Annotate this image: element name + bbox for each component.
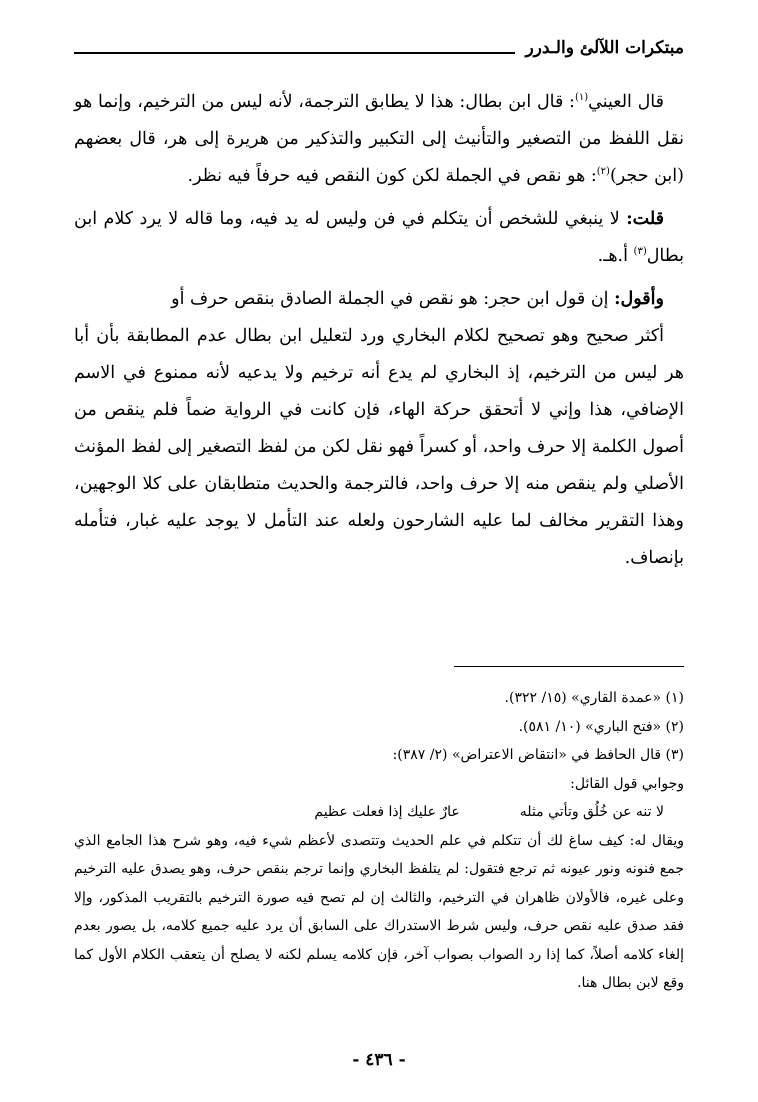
page-number: - ٤٣٦ - <box>352 1050 406 1070</box>
book-title: مبتكرات اللآلئ والـدرر <box>525 38 684 58</box>
verse-first-hemistich: لا تنه عن خُلُق وتأتي مثله <box>519 804 664 820</box>
header-rule <box>74 52 515 54</box>
footnote-ref-3[interactable]: (٣) <box>633 246 647 258</box>
footnote-2: (٢) «فتح الباري» (١٠/ ٥٨١). <box>518 718 684 735</box>
text-span: : قال ابن بطال: هذا لا يطابق الترجمة، لأنه ليس من الترخيم، وإنما هو نقل اللفظ من التصغير والتأنيث إلى التكبير والتذكير من هريرة إلى هر، قال بعضهم (ابن حجر) <box>74 92 684 186</box>
paragraph-3 <box>74 281 684 318</box>
footnote-ref-2[interactable]: (٢) <box>596 166 610 178</box>
footnote-3-line-2: وجوابي قول القائل: <box>570 775 684 792</box>
running-header <box>74 30 684 60</box>
text-span: لا ينبغي للشخص أن يتكلم في فن وليس له يد فيه، وما قاله لا يرد كلام ابن بطال <box>74 209 684 266</box>
text-span: : هو نقص في الجملة لكن كون النقص فيه حرفاً فيه نظر. <box>187 166 597 186</box>
paragraph-2 <box>74 201 684 275</box>
lead-word: وأقول: <box>614 289 664 309</box>
text-span: قال العيني <box>588 92 664 112</box>
lead-word: قلت: <box>626 209 664 229</box>
paragraph-4: أكثر صحيح وهو تصحيح لكلام البخاري ورد لتعليل ابن بطال عدم المطابقة بأن أبا هر ليس من الترخيم، إذ البخاري لم يدع أنه ترخيم ولا يدعيه لأنه ممنوع في الاسم الإضافي، هذا وإني لا أتحقق حركة الهاء، فإن كانت في الرواية ضماً فلم ينقص من أصول الكلمة إلا حرف واحد، أو كسراً فهو نقل لكن من لفظ التصغير إلى لفظ المؤنث الأصلي ولم ينقص منه إلا حرف واحد، فالترجمة والحديث متطابقان على كلا الوجهين، وهذا التقرير مخالف لما عليه الشارحون ولعله عند التأمل لا يوجد عليه غبار، فتأمله بإنصاف. <box>74 326 684 568</box>
text-span: إن قول ابن حجر: هو نقص في الجملة الصادق بنقص حرف أو <box>171 289 615 309</box>
footnote-1: (١) «عمدة القاري» (١٥/ ٣٢٢). <box>504 690 684 706</box>
verse-second-hemistich: عارٌ عليك إذا فعلت عظيم <box>314 804 460 820</box>
main-text <box>74 84 684 577</box>
footnote-3-body: ويقال له: كيف ساغ لك أن تتكلم في علم الحديث وتتصدى لأعظم شيء فيه، وهو شرح هذا الجامع الذي جمع فنونه ونور عيونه ثم ترجع فتقول: لم يتلفظ البخاري وإنما ترجم بنقص حرف، وهو يصدق عليه الترخيم وعلى غيره، فالأولان ظاهران في الترخيم، والثالث إن لم تصح فيه صورة الترخيم بالتقريب المذكور، وإلا فقد صدق عليه نقص حرف، وليس شرط الاستدراك على السابق أن يرد عليه جميع كلامه، بل يصور بعدم إلغاء كلامه أصلاً، كما إذا رد الصواب بصواب آخر، فإن كلامه يسلم لكنه لا يصلح أن يتعقب الكلام الأول كما وقع لابن بطال هنا. <box>74 832 684 991</box>
footnote-separator <box>454 666 684 667</box>
text-span: أ.هـ. <box>597 246 634 266</box>
footnote-3: (٣) قال الحافظ في «انتقاض الاعتراض» (٢/ ٣٨٧): <box>392 747 684 763</box>
footnote-ref-1[interactable]: (١) <box>574 92 589 104</box>
poetry-verse <box>74 798 684 827</box>
footnotes <box>74 684 684 998</box>
paragraph-1 <box>74 84 684 195</box>
